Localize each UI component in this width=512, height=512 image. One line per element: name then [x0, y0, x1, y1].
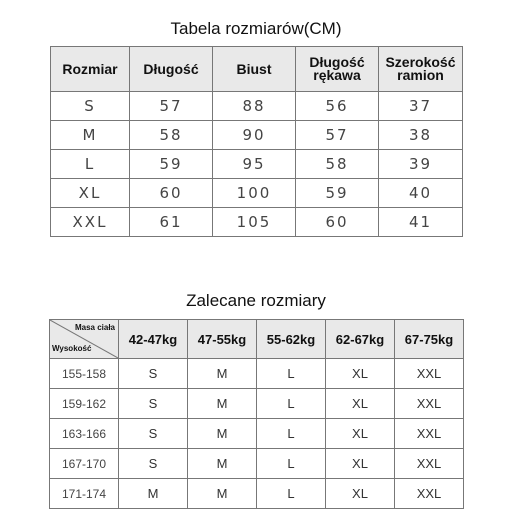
- size-table-header-row: [51, 47, 463, 92]
- row-label-cell: XL: [51, 179, 130, 208]
- table-cell: XL: [326, 389, 395, 419]
- table-cell: M: [188, 479, 257, 509]
- table-cell: 88: [213, 92, 296, 121]
- size-table-row: [51, 92, 463, 121]
- recommendation-table: [49, 319, 464, 509]
- table-cell: 95: [213, 150, 296, 179]
- header-dlugosc-rekawa: Długość rękawa: [296, 47, 379, 92]
- table-cell: 58: [130, 121, 213, 150]
- row-label-cell: 159-162: [50, 389, 119, 419]
- corner-label-weight: Masa ciała: [74, 323, 115, 332]
- header-weight-1: 42-47kg: [119, 320, 188, 359]
- table-cell: 61: [130, 208, 213, 237]
- row-label-cell: 171-174: [50, 479, 119, 509]
- table-cell: XL: [326, 419, 395, 449]
- header-dlugosc: Długość: [130, 47, 213, 92]
- table-cell: 59: [130, 150, 213, 179]
- table-cell: S: [119, 359, 188, 389]
- table-cell: S: [119, 389, 188, 419]
- table-cell: L: [257, 359, 326, 389]
- size-table-row: [51, 121, 463, 150]
- table-cell: 40: [379, 179, 463, 208]
- table-cell: 60: [296, 208, 379, 237]
- table-cell: 37: [379, 92, 463, 121]
- header-weight-5: 67-75kg: [395, 320, 464, 359]
- size-table-row: [51, 208, 463, 237]
- table-cell: 58: [296, 150, 379, 179]
- header-rozmiar: Rozmiar: [51, 47, 130, 92]
- table-cell: 90: [213, 121, 296, 150]
- row-label-cell: 163-166: [50, 419, 119, 449]
- table-cell: 59: [296, 179, 379, 208]
- table-cell: XXL: [395, 479, 464, 509]
- table-cell: 57: [130, 92, 213, 121]
- recommendation-table-title: Zalecane rozmiary: [186, 291, 326, 310]
- row-label-cell: L: [51, 150, 130, 179]
- row-label-cell: M: [51, 121, 130, 150]
- table-cell: L: [257, 419, 326, 449]
- table-cell: M: [188, 389, 257, 419]
- table-cell: XXL: [395, 419, 464, 449]
- table-cell: XXL: [395, 389, 464, 419]
- row-label-cell: 155-158: [50, 359, 119, 389]
- size-table-title: Tabela rozmiarów(CM): [170, 19, 342, 38]
- table-cell: 56: [296, 92, 379, 121]
- recommendation-header-row: [50, 320, 464, 359]
- table-cell: M: [188, 359, 257, 389]
- table-cell: M: [119, 479, 188, 509]
- header-weight-4: 62-67kg: [326, 320, 395, 359]
- table-cell: XXL: [395, 449, 464, 479]
- table-cell: 100: [213, 179, 296, 208]
- table-cell: M: [188, 419, 257, 449]
- table-cell: 105: [213, 208, 296, 237]
- table-cell: M: [188, 449, 257, 479]
- header-weight-3: 55-62kg: [257, 320, 326, 359]
- table-cell: 57: [296, 121, 379, 150]
- row-label-cell: XXL: [51, 208, 130, 237]
- corner-label-height: Wysokość: [52, 344, 92, 353]
- row-label-cell: 167-170: [50, 449, 119, 479]
- header-weight-2: 47-55kg: [188, 320, 257, 359]
- size-table: [50, 46, 463, 237]
- table-cell: XL: [326, 479, 395, 509]
- header-szerokosc-ramion: Szerokość ramion: [379, 47, 463, 92]
- table-cell: L: [257, 389, 326, 419]
- table-cell: S: [119, 419, 188, 449]
- table-cell: XL: [326, 449, 395, 479]
- recommendation-table-row: [50, 359, 464, 389]
- size-table-row: [51, 150, 463, 179]
- recommendation-table-row: [50, 389, 464, 419]
- table-cell: 41: [379, 208, 463, 237]
- table-cell: S: [119, 449, 188, 479]
- recommendation-table-row: [50, 449, 464, 479]
- size-table-row: [51, 179, 463, 208]
- table-cell: 60: [130, 179, 213, 208]
- recommendation-table-row: [50, 419, 464, 449]
- corner-cell: [50, 320, 119, 359]
- header-biust: Biust: [213, 47, 296, 92]
- table-cell: 38: [379, 121, 463, 150]
- table-cell: L: [257, 479, 326, 509]
- table-cell: XL: [326, 359, 395, 389]
- recommendation-table-row: [50, 479, 464, 509]
- table-cell: 39: [379, 150, 463, 179]
- table-cell: XXL: [395, 359, 464, 389]
- table-cell: L: [257, 449, 326, 479]
- row-label-cell: S: [51, 92, 130, 121]
